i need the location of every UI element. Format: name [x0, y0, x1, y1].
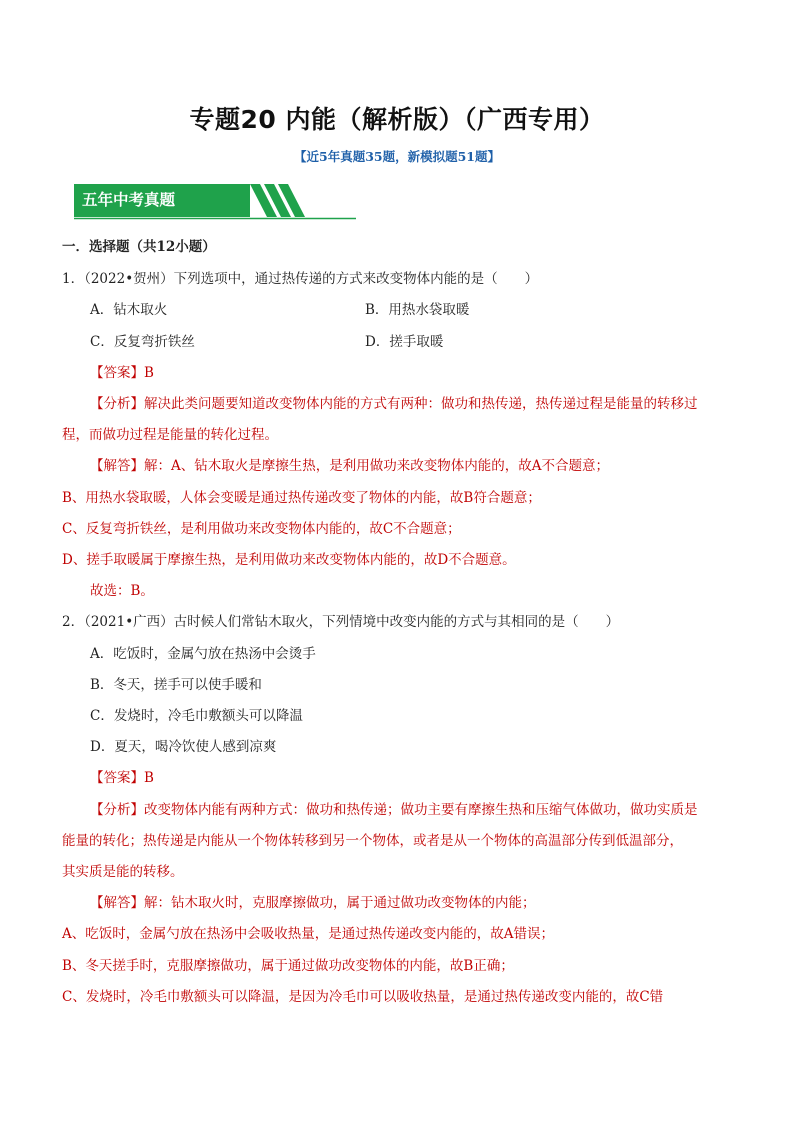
- question-2-solution-line-2: A、吃饭时，金属勺放在热汤中会吸收热量，是通过热传递改变内能的，故A错误；: [62, 926, 554, 942]
- solution-text: 解：钻木取火时，克服摩擦做功，属于通过做功改变物体的内能；: [144, 895, 536, 911]
- answer-tag: 【答案】: [90, 365, 144, 381]
- question-1-solution-line-1: [90, 457, 609, 475]
- solution-tag: 【解答】: [90, 458, 144, 474]
- question-1-solution-line-3: C、反复弯折铁丝，是利用做功来改变物体内能的，故C不合题意；: [62, 521, 461, 537]
- question-2-option-b: B．冬天，搓手可以使手暖和: [90, 677, 262, 693]
- solution-text: 解：A、钻木取火是摩擦生热，是利用做功来改变物体内能的，故A不合题意；: [144, 458, 609, 474]
- question-2-analysis-line-3: 其实质是能的转移。: [62, 864, 184, 880]
- analysis-text: 解决此类问题要知道改变物体内能的方式有两种：做功和热传递，热传递过程是能量的转移过: [144, 396, 698, 412]
- section-heading: 一．选择题（共12小题）: [62, 239, 216, 255]
- question-1-stem: 1．（2022•贺州）下列选项中，通过热传递的方式来改变物体内能的是（ ）: [62, 271, 539, 287]
- question-2-option-d: D．夏天，喝冷饮使人感到凉爽: [90, 739, 277, 755]
- banner-label: 五年中考真题: [74, 184, 250, 217]
- question-1-option-b: B．用热水袋取暖: [365, 302, 470, 318]
- answer-tag: 【答案】: [90, 770, 144, 786]
- page-subtitle: 【近5年真题35题，新模拟题51题】: [294, 149, 500, 164]
- question-2-analysis-line-2: 能量的转化；热传递是内能从一个物体转移到另一个物体，或者是从一个物体的高温部分传到低温部分，: [62, 833, 683, 849]
- section-banner: [74, 184, 356, 220]
- solution-tag: 【解答】: [90, 895, 144, 911]
- analysis-tag: 【分析】: [90, 802, 144, 818]
- question-2-analysis-line-1: [90, 801, 698, 819]
- question-1-option-c: C．反复弯折铁丝: [90, 334, 195, 350]
- question-1-option-a: A．钻木取火: [90, 302, 168, 318]
- question-2-answer: [90, 769, 154, 787]
- question-1-answer: [90, 364, 154, 382]
- question-1-solution-line-2: B、用热水袋取暖，人体会变暖是通过热传递改变了物体的内能，故B符合题意；: [62, 490, 541, 506]
- page-title: 专题20 内能（解析版）（广西专用）: [189, 105, 605, 134]
- question-1-analysis-line-2: 程，而做功过程是能量的转化过程。: [62, 427, 278, 443]
- question-2-solution-line-4: C、发烧时，冷毛巾敷额头可以降温，是因为冷毛巾可以吸收热量，是通过热传递改变内能的，故C错: [62, 989, 664, 1005]
- question-2-solution-line-1: [90, 894, 536, 912]
- question-2-option-a: A．吃饭时，金属勺放在热汤中会烫手: [90, 646, 316, 662]
- question-1-analysis-line-1: [90, 395, 698, 413]
- question-1-option-d: D．搓手取暖: [365, 334, 444, 350]
- question-1-solution-line-4: D、搓手取暖属于摩擦生热，是利用做功来改变物体内能的，故D不合题意。: [62, 552, 516, 568]
- question-2-option-c: C．发烧时，冷毛巾敷额头可以降温: [90, 708, 303, 724]
- question-1-choice: 故选：B。: [90, 583, 154, 599]
- analysis-tag: 【分析】: [90, 396, 144, 412]
- analysis-text: 改变物体内能有两种方式：做功和热传递；做功主要有摩擦生热和压缩气体做功，做功实质是: [144, 802, 698, 818]
- answer-value: B: [144, 365, 154, 381]
- question-2-stem: 2．（2021•广西）古时候人们常钻木取火，下列情境中改变内能的方式与其相同的是（ ）: [62, 614, 620, 630]
- question-2-solution-line-3: B、冬天搓手时，克服摩擦做功，属于通过做功改变物体的内能，故B正确；: [62, 958, 514, 974]
- answer-value: B: [144, 770, 154, 786]
